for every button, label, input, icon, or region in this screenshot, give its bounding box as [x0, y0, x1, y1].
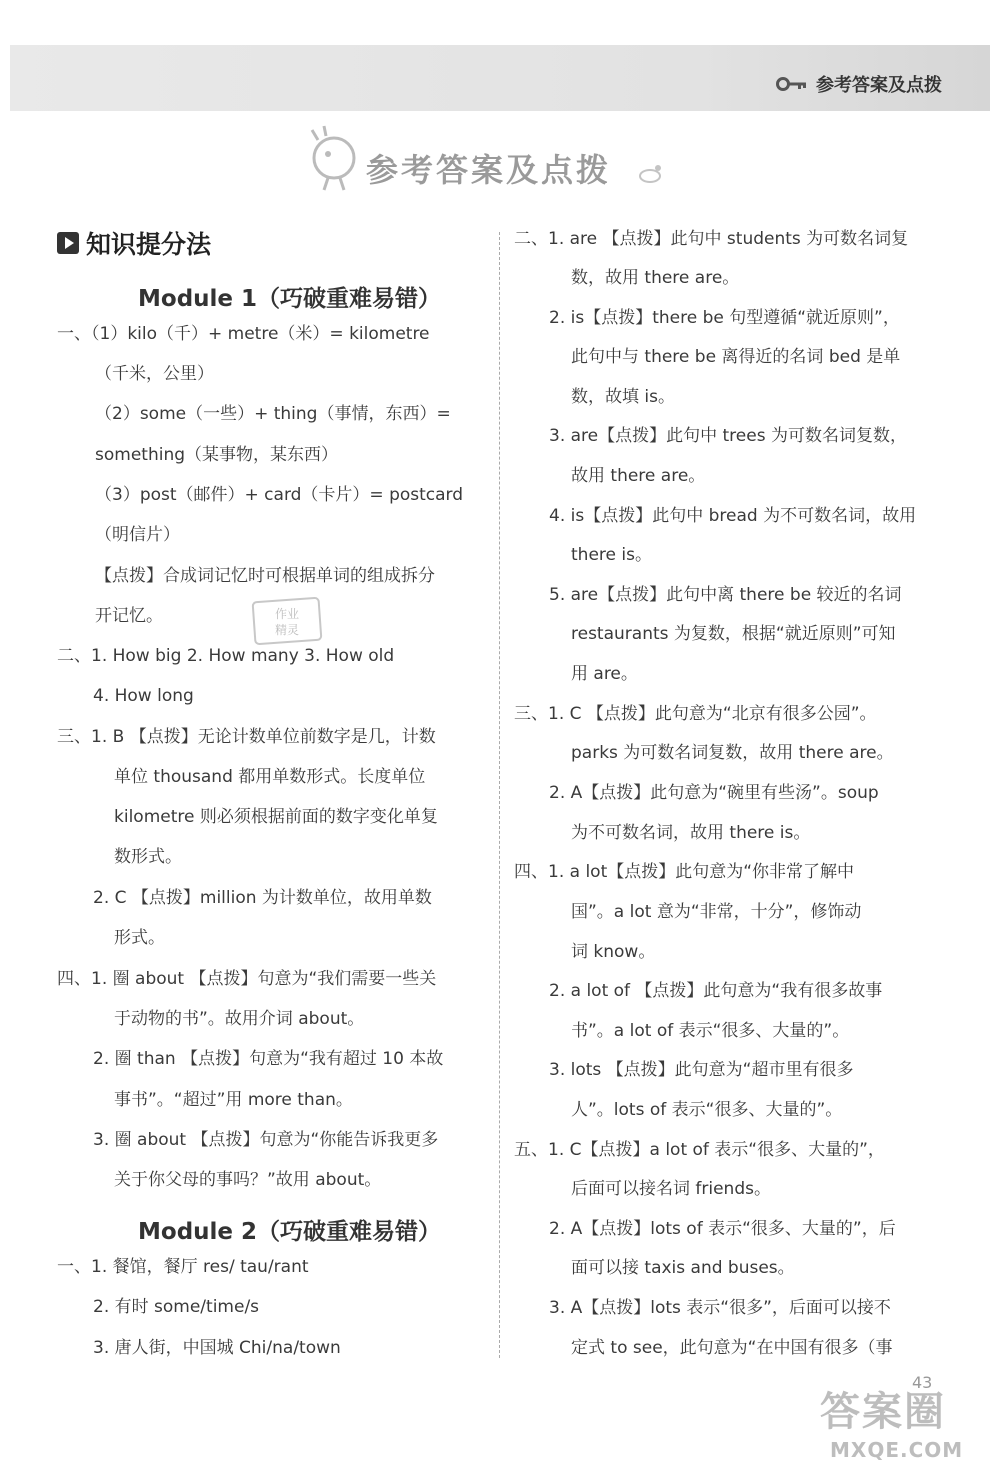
watermark-logo-text: 答案圈 [820, 1389, 946, 1435]
answer-line: 人”。lots of 表示“很多、大量的”。 [571, 1100, 843, 1120]
answer-line: （3）post（邮件）+ card（卡片）= postcard [95, 485, 464, 505]
answer-line: 三、1. B 【点拨】无论计数单位前数字是几，计数 [57, 727, 436, 747]
watermark-url: MXQE.COM [830, 1438, 964, 1462]
answer-line: 4. is【点拨】此句中 bread 为不可数名词，故用 [549, 506, 917, 526]
answer-line: 2. a lot of 【点拨】此句意为“我有很多故事 [549, 981, 883, 1001]
answer-line: 2. A【点拨】此句意为“碗里有些汤”。soup [549, 783, 879, 803]
answer-line: 事书”。“超过”用 more than。 [114, 1090, 353, 1110]
answer-line: （2）some（一些）+ thing（事情，东西）= [95, 404, 451, 424]
stamp-text-1: 作业 [274, 607, 300, 621]
answer-line: 一、1. 餐馆，餐厅 res/ tau/rant [57, 1257, 309, 1277]
answer-line: 四、1. a lot【点拨】此句意为“你非常了解中 [514, 862, 855, 882]
answer-line: 单位 thousand 都用单数形式。长度单位 [114, 767, 426, 787]
answer-line: （明信片） [95, 525, 180, 545]
section-title: 参考答案及点拨 [366, 151, 612, 189]
answer-line: restaurants 为复数，根据“就近原则”可知 [571, 624, 896, 644]
answer-line: 二、1. are 【点拨】此句中 students 为可数名词复 [514, 229, 909, 249]
answer-line: 3. 唐人街，中国城 Chi/na/town [93, 1338, 341, 1358]
answer-line: 3. are【点拨】此句中 trees 为可数名词复数， [549, 426, 907, 446]
answer-line: 五、1. C【点拨】a lot of 表示“很多、大量的”， [514, 1140, 885, 1160]
answer-line: （千米，公里） [95, 364, 214, 384]
answer-line: 2. 圈 than 【点拨】句意为“我有超过 10 本故 [93, 1049, 444, 1069]
answer-line: 四、1. 圈 about 【点拨】句意为“我们需要一些关 [57, 969, 437, 989]
module-2-title: Module 2（巧破重难易错） [138, 1219, 442, 1245]
stamp-graphic [250, 596, 324, 646]
answer-line: parks 为可数名词复数，故用 there are。 [571, 743, 894, 763]
answer-line: 后面可以接名词 friends。 [571, 1179, 771, 1199]
answer-line: 数，故用 there are。 [571, 268, 740, 288]
answer-line: 三、1. C 【点拨】此句意为“北京有很多公园”。 [514, 704, 877, 724]
answer-line: there is。 [571, 545, 652, 565]
stamp-text-2: 精灵 [274, 623, 300, 637]
answer-line: 2. is【点拨】there be 句型遵循“就近原则”， [549, 308, 900, 328]
answer-line: 故用 there are。 [571, 466, 706, 486]
answer-line: 于动物的书”。故用介词 about。 [114, 1009, 365, 1029]
answer-line: 2. 有时 some/time/s [93, 1297, 260, 1317]
answer-line: 数形式。 [114, 847, 182, 867]
answer-line: 5. are【点拨】此句中离 there be 较近的名词 [549, 585, 902, 605]
mascot-icon [298, 124, 368, 194]
answer-line: 一、（1）kilo（千）+ metre（米）= kilometre [57, 324, 430, 344]
running-header: 参考答案及点拨 [816, 75, 942, 96]
answer-line: 3. lots 【点拨】此句意为“超市里有很多 [549, 1060, 854, 1080]
answer-line: 书”。a lot of 表示“很多、大量的”。 [571, 1021, 850, 1041]
answer-line: 为不可数名词，故用 there is。 [571, 823, 811, 843]
key-icon [776, 76, 808, 92]
answer-line: 二、1. How big 2. How many 3. How old [57, 646, 395, 666]
answer-line: something（某事物，某东西） [95, 445, 339, 465]
module-1-title: Module 1（巧破重难易错） [138, 286, 442, 312]
answer-line: 4. How long [93, 686, 194, 706]
answer-line: 3. A【点拨】lots 表示“很多”，后面可以接不 [549, 1298, 891, 1318]
answer-line: 3. 圈 about 【点拨】句意为“你能告诉我更多 [93, 1130, 439, 1150]
answer-line: 此句中与 there be 离得近的名词 bed 是单 [571, 347, 901, 367]
answer-line: kilometre 则必须根据前面的数字变化单复 [114, 807, 438, 827]
answer-line: 2. A【点拨】lots of 表示“很多、大量的”，后 [549, 1219, 896, 1239]
decoration-icon [636, 158, 666, 188]
watermark [820, 1380, 990, 1470]
answer-line: 【点拨】合成词记忆时可根据单词的组成拆分 [95, 566, 435, 586]
answer-line: 面可以接 taxis and buses。 [571, 1258, 795, 1278]
answer-line: 数，故填 is。 [571, 387, 675, 407]
answer-line: 关于你父母的事吗？”故用 about。 [114, 1170, 382, 1190]
answer-line: 国”。a lot 意为“非常，十分”，修饰动 [571, 902, 862, 922]
answer-line: 用 are。 [571, 664, 638, 684]
play-icon [57, 232, 79, 254]
page-number: 43 [912, 1373, 933, 1392]
answer-line: 定式 to see，此句意为“在中国有很多（事 [571, 1338, 893, 1358]
answer-line: 形式。 [114, 928, 165, 948]
part-title: 知识提分法 [86, 230, 212, 259]
answer-line: 2. C 【点拨】million 为计数单位，故用单数 [93, 888, 432, 908]
answer-line: 开记忆。 [95, 606, 163, 626]
answer-line: 词 know。 [571, 942, 656, 962]
column-divider [499, 232, 500, 1358]
